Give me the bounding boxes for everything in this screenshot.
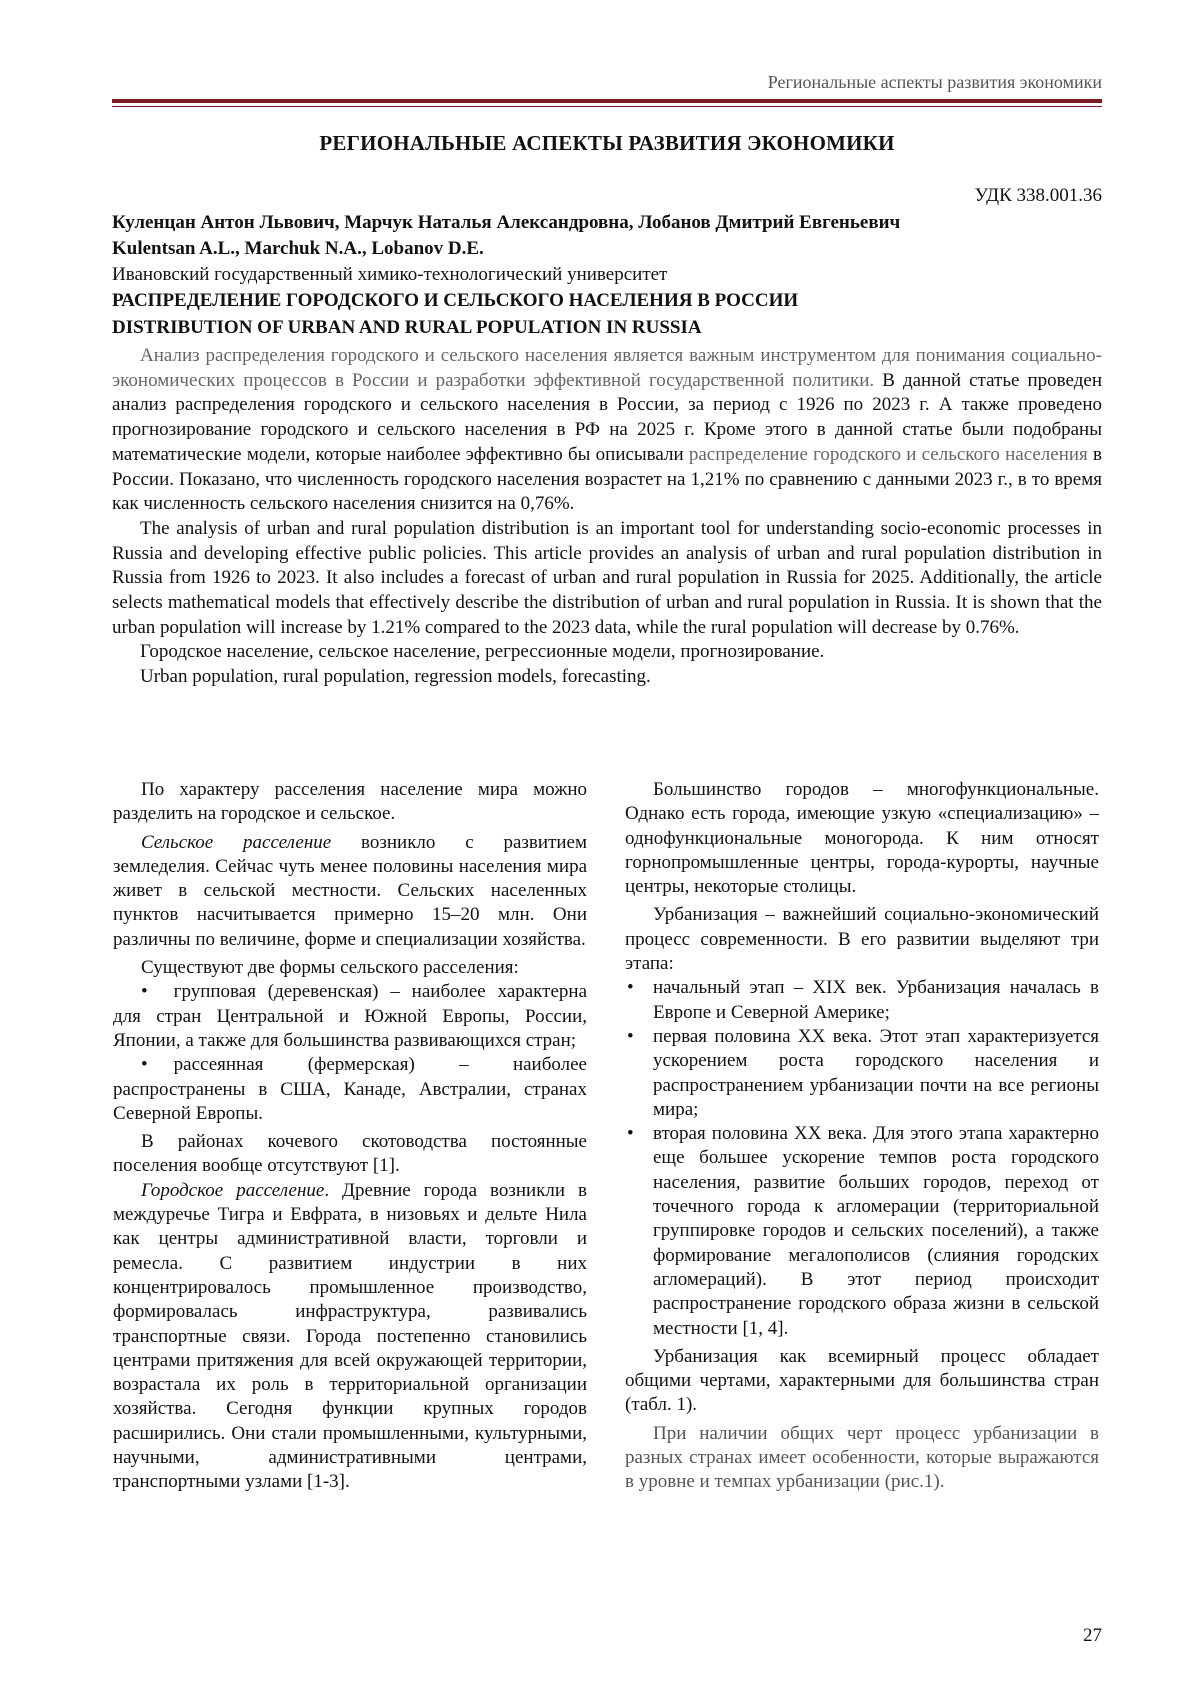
article-title-english: DISTRIBUTION OF URBAN AND RURAL POPULATION IN RUSSIA	[112, 317, 702, 338]
abstract-text-part1: В данной статье проведен анализ распределения городского и сельского населения в России, за период с 1926 по 2023 г. А также проведено прогнозирование городского и сельского населения в РФ на 2025 г. Кроме этого в данной статье были подобраны математические модели, которые наиболее эффективно бы описывали	[112, 369, 1102, 465]
term-rural-settlement: Сельское расселение	[141, 831, 332, 853]
paragraph-urban-settlement	[113, 1179, 587, 1495]
keywords-russian: Городское население, сельское население, регрессионные модели, прогнозирование.	[140, 641, 825, 663]
article-title-russian: РАСПРЕДЕЛЕНИЕ ГОРОДСКОГО И СЕЛЬСКОГО НАСЕЛЕНИЯ В РОССИИ	[112, 290, 799, 311]
abstract-lead: Анализ распределения городского и сельского населения является важным инструментом для понимания социально-экономических процессов в России и разработки эффективной государственной политики.	[112, 345, 1102, 391]
paragraph: Большинство городов – многофункциональные. Однако есть города, имеющие узкую «специализацию» – однофункциональные моногорода. К ним относят горнопромышленные центры, города-курорты, научные центры, некоторые столицы.	[625, 779, 1099, 898]
paragraph: По характеру расселения население мира можно разделить на городское и сельское.	[113, 779, 587, 825]
term-urban-settlement: Городское расселение	[141, 1179, 325, 1201]
paragraph: Существуют две формы сельского расселения:	[141, 957, 519, 979]
urbanization-stages-list	[625, 976, 1099, 1340]
list-item: • начальный этап – XIX век. Урбанизация началась в Европе и Северной Америке;	[625, 976, 1099, 1025]
paragraph: В районах кочевого скотоводства постоянные поселения вообще отсутствуют [1].	[113, 1131, 587, 1177]
running-header: Региональные аспекты развития экономики	[767, 72, 1102, 92]
header-rule-thick	[112, 99, 1102, 103]
right-column	[625, 778, 1099, 1495]
list-item: • вторая половина XX века. Для этого этапа характерно еще большее ускорение темпов роста городского населения, развитие больших городов, переход от точечного города к агломерации (территориальной группировке городов и сельских поселений), а также формирование мегалополисов (слияния городских агломераций). В этот период происходит распространение городского образа жизни в сельской местности [1, 4].	[625, 1122, 1099, 1341]
rural-forms-list	[113, 980, 587, 1126]
list-item: • первая половина XX века. Этот этап характеризуется ускорением роста городского населения и распространением урбанизации почти на все регионы мира;	[625, 1025, 1099, 1122]
paragraph: Урбанизация – важнейший социально-экономический процесс современности. В его развитии выделяют три этапа:	[625, 904, 1099, 975]
paragraph-text: возникло с развитием земледелия. Сейчас чуть менее половины населения мира живет в сельской местности. Сельских населенных пунктов насчитывается примерно 15–20 млн. Они различны по величине, форме и специализации хозяйства.	[113, 831, 587, 950]
abstract-block	[112, 344, 1102, 690]
list-item: • рассеянная (фермерская) – наиболее распространены в США, Канаде, Австралии, странах Северной Европы.	[113, 1053, 587, 1126]
authors-russian: Куленцан Антон Львович, Марчук Наталья Александровна, Лобанов Дмитрий Евгеньевич	[112, 212, 901, 233]
affiliation: Ивановский государственный химико-технологический университет	[112, 264, 668, 285]
abstract-russian	[112, 344, 1102, 517]
paragraph-text: . Древние города возникли в междуречье Тигра и Евфрата, в низовьях и дельте Нила как центры административной власти, торговли и ремесла. С развитием индустрии в них концентрировалось промышленное производство, формировалась инфраструктура, развивались транспортные связи. Города постепенно становились центрами притяжения для всей окружающей территории, возрастала их роль в территориальной организации хозяйства. Сегодня функции крупных городов расширились. Они стали промышленными, культурными, научными, административными центрами, транспортными узлами [1-3].	[113, 1179, 588, 1493]
page-number: 27	[1083, 1625, 1102, 1646]
paragraph: Урбанизация как всемирный процесс обладает общими чертами, характерными для большинства стран (табл. 1).	[625, 1345, 1099, 1416]
abstract-highlight: распределение городского и сельского населения	[688, 443, 1088, 465]
paragraph: При наличии общих черт процесс урбанизации в разных странах имеет особенности, которые выражаются в уровне и темпах урбанизации (рис.1).	[625, 1422, 1099, 1493]
udc-code: УДК 338.001.36	[974, 185, 1102, 206]
abstract-text-part2: в России. Показано, что численность городского населения возрастет на 1,21% по сравнению с данными 2023 г., в то время как численность сельского населения снизится на 0,76%.	[112, 443, 1102, 515]
list-item: • групповая (деревенская) – наиболее характерна для стран Центральной и Южной Европы, России, Японии, а также для большинства развивающихся стран;	[113, 980, 587, 1053]
abstract-english: The analysis of urban and rural population distribution is an important tool for understanding socio-economic processes in Russia and developing effective public policies. This article provides an analysis of urban and rural population distribution in Russia from 1926 to 2023. It also includes a forecast of urban and rural population in Russia for 2025. Additionally, the article selects mathematical models that effectively describe the distribution of urban and rural population in Russia. It is shown that the urban population will increase by 1.21% compared to the 2023 data, while the rural population will decrease by 0.76%.	[112, 517, 1102, 638]
authors-english: Kulentsan A.L., Marchuk N.A., Lobanov D.E.	[112, 238, 484, 259]
header-rule-thin	[112, 106, 1102, 107]
left-column	[113, 778, 587, 1495]
keywords-english: Urban population, rural population, regression models, forecasting.	[140, 666, 651, 688]
paragraph-rural-settlement	[113, 831, 587, 952]
section-title: РЕГИОНАЛЬНЫЕ АСПЕКТЫ РАЗВИТИЯ ЭКОНОМИКИ	[319, 131, 895, 155]
